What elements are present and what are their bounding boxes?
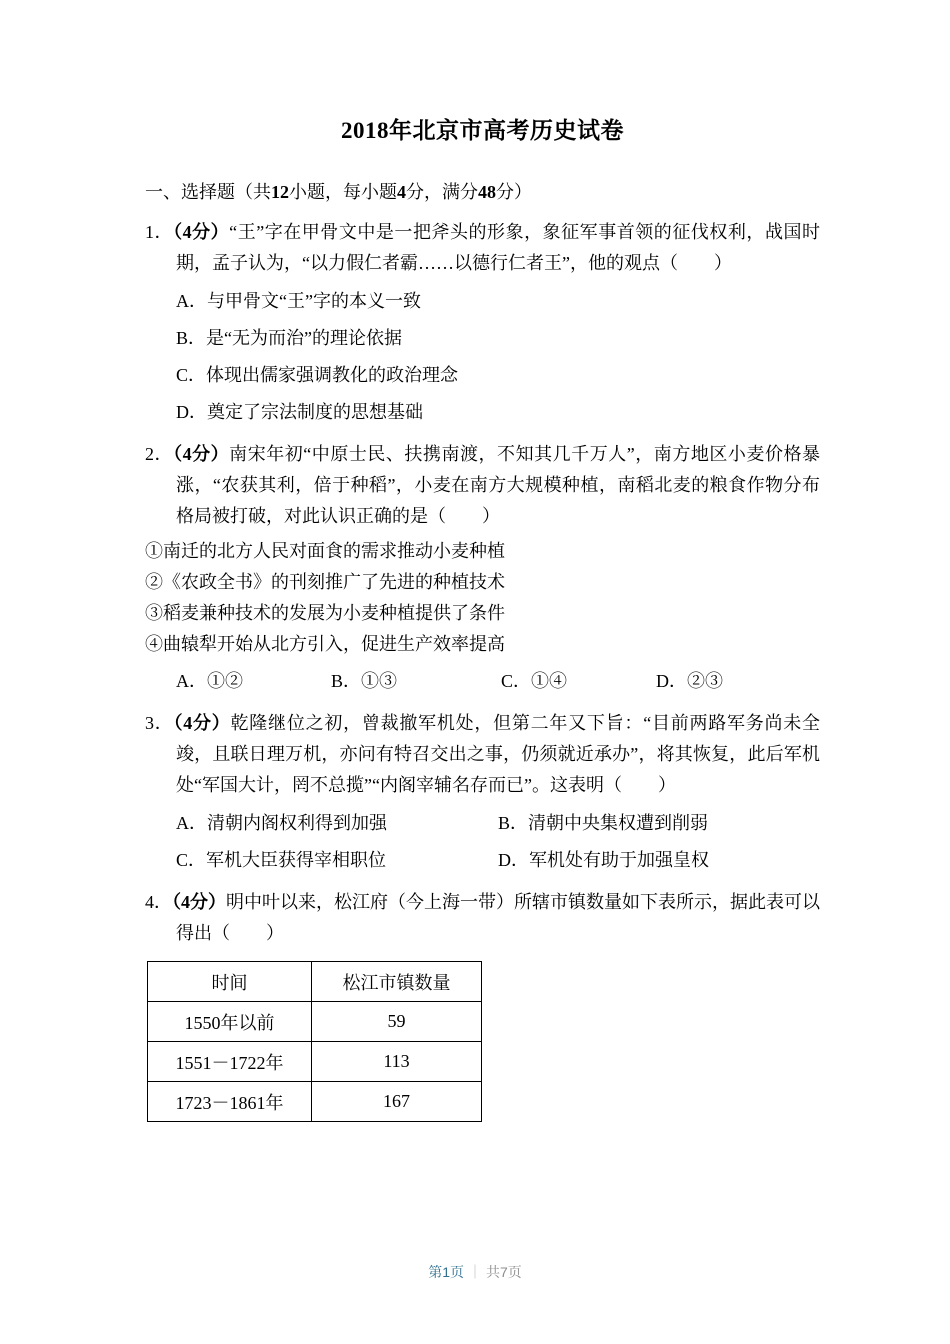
table-header-row	[148, 962, 482, 1002]
section-heading	[145, 177, 820, 207]
section-heading-count: 12	[271, 182, 289, 202]
footer-separator: ｜	[468, 1264, 482, 1280]
section-heading-part: 一、选择题（共	[145, 182, 271, 202]
table-header-count: 松江市镇数量	[312, 962, 482, 1002]
question-3-text: 乾隆继位之初，曾裁撤军机处，但第二年又下旨：“目前两路军务尚未全竣，且联日理万机，亦问有特召交出之事，仍须就近承办”，将其恢复，此后军机处“军国大计，罔不总揽”“内阁宰辅名存而已”。这表明（ ）	[176, 713, 820, 795]
question-2-score: （4分）	[173, 444, 230, 464]
question-1-option-a: A．与甲骨文“王”字的本义一致	[176, 291, 421, 311]
section-heading-part: 分）	[496, 182, 532, 202]
question-3-option-c: C．军机大臣获得宰相职位	[176, 850, 387, 870]
question-2-number: 2．	[145, 444, 174, 464]
question-4-text: 明中叶以来，松江府（今上海一带）所辖市镇数量如下表所示，据此表可以得出（ ）	[176, 892, 820, 943]
table-cell-count: 113	[312, 1042, 482, 1082]
question-3-score: （4分）	[173, 713, 231, 733]
question-3-number: 3．	[145, 713, 174, 733]
question-2-statement-4: ④曲辕犁开始从北方引入，促进生产效率提高	[145, 634, 505, 654]
table-row	[148, 1042, 482, 1082]
question-3-option-a: A．清朝内阁权利得到加强	[176, 813, 387, 833]
question-2-statement-3: ③稻麦兼种技术的发展为小麦种植提供了条件	[145, 603, 505, 623]
question-1-option-d: D．奠定了宗法制度的思想基础	[176, 402, 423, 422]
question-4-stem	[145, 887, 820, 949]
question-1-options	[145, 283, 820, 431]
question-2-stem	[145, 439, 820, 532]
question-3-stem	[145, 708, 820, 801]
page-footer	[0, 1262, 950, 1282]
table-row	[148, 1082, 482, 1122]
question-2-text: 南宋年初“中原士民、扶携南渡，不知其几千万人”，南方地区小麦价格暴涨，“农获其利，倍于种稻”，小麦在南方大规模种植，南稻北麦的粮食作物分布格局被打破，对此认识正确的是（ ）	[176, 444, 821, 526]
question-1	[145, 217, 820, 431]
question-3-options	[145, 805, 820, 879]
document-title: 2018年北京市高考历史试卷	[341, 118, 624, 143]
question-1-option-c: C．体现出儒家强调教化的政治理念	[176, 365, 459, 385]
question-2-statement-2: ②《农政全书》的刊刻推广了先进的种植技术	[145, 572, 505, 592]
question-4-score: （4分）	[172, 892, 226, 912]
question-1-score: （4分）	[173, 222, 230, 242]
question-2-options	[145, 662, 820, 700]
question-1-text: “王”字在甲骨文中是一把斧头的形象，象征军事首领的征伐权利，战国时期，孟子认为，“以力假仁者霸……以德行仁者王”，他的观点（ ）	[176, 222, 821, 273]
question-1-stem	[145, 217, 820, 279]
section-heading-part: 分，满分	[406, 182, 478, 202]
table-cell-period: 1551－1722年	[148, 1042, 312, 1082]
question-2-option-d: D．②③	[656, 671, 723, 691]
table-row	[148, 1002, 482, 1042]
question-4	[145, 887, 820, 1122]
question-3-option-d: D．军机处有助于加强皇权	[498, 850, 709, 870]
question-2-option-c: C．①④	[501, 671, 568, 691]
section-heading-points: 4	[397, 182, 406, 202]
question-3-option-b: B．清朝中央集权遭到削弱	[498, 813, 709, 833]
market-towns-table	[147, 961, 482, 1122]
table-cell-count: 59	[312, 1002, 482, 1042]
question-2	[145, 439, 820, 700]
table-header-time: 时间	[148, 962, 312, 1002]
question-2-statement-1: ①南迁的北方人民对面食的需求推动小麦种植	[145, 541, 505, 561]
question-1-option-b: B．是“无为而治”的理论依据	[176, 328, 402, 348]
question-2-option-a: A．①②	[176, 671, 243, 691]
question-1-number: 1．	[145, 222, 174, 242]
table-cell-count: 167	[312, 1082, 482, 1122]
footer-total-pages: 共7页	[486, 1264, 522, 1280]
section-heading-part: 小题，每小题	[289, 182, 397, 202]
question-3	[145, 708, 820, 879]
question-4-number: 4．	[145, 892, 172, 912]
section-heading-total: 48	[478, 182, 496, 202]
question-2-statements	[145, 536, 820, 660]
question-2-option-b: B．①③	[331, 671, 398, 691]
table-cell-period: 1550年以前	[148, 1002, 312, 1042]
footer-page-number: 第1页	[428, 1264, 464, 1280]
table-cell-period: 1723－1861年	[148, 1082, 312, 1122]
